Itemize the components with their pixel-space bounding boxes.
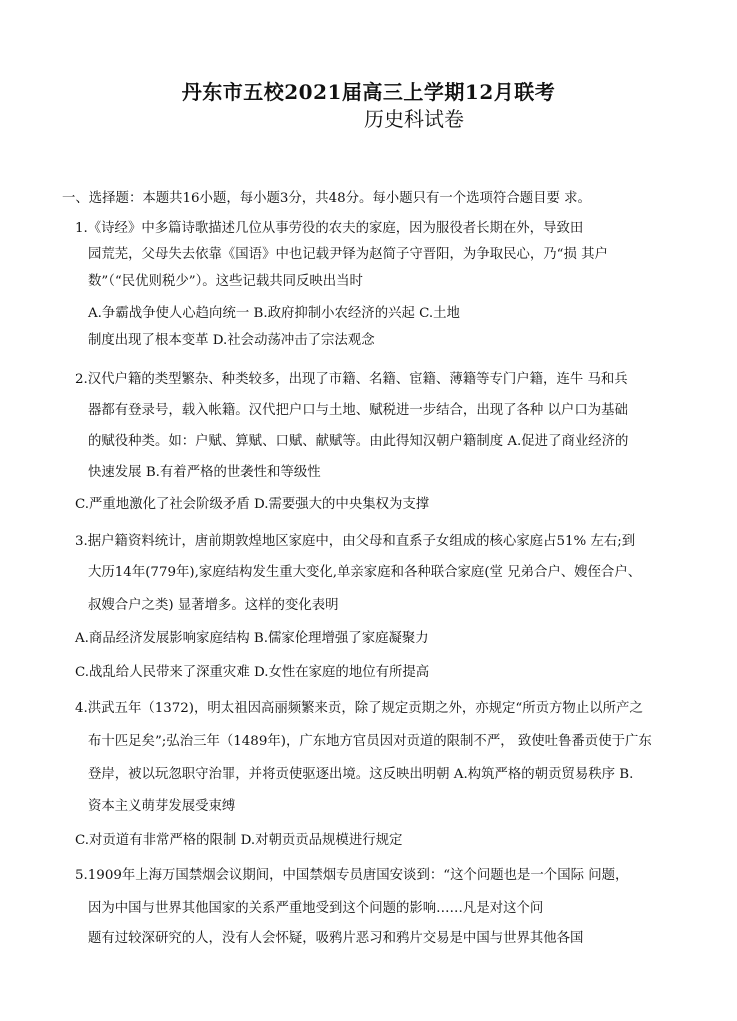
question-2-option-line-2: C.严重地激化了社会阶级矛盾 D.需要强大的中央集权为支撑 [75,497,430,512]
question-4-line-2: 布十匹足矣”;弘治三年（1489年)，广东地方官员因对贡道的限制不严， 致使吐鲁番贡使于广东 [88,734,652,749]
question-4-option-line: C.对贡道有非常严格的限制 D.对朝贡贡品规模进行规定 [75,833,403,848]
question-2-line-3: 的赋役种类。如：户赋、算赋、口赋、献赋等。由此得知汉朝户籍制度 A.促进了商业经济的 [88,434,629,449]
exam-subtitle: 历史科试卷 [364,107,464,131]
question-2-option-line-1: 快速发展 B.有着严格的世袭性和等级性 [88,465,321,480]
question-4-line-4: 资本主义萌芽发展受束缚 [88,799,236,814]
question-3-line-1: 3.据户籍资料统计，唐前期敦煌地区家庭中，由父母和直系子女组成的核心家庭占51% 左右;到 [75,534,636,549]
question-5-line-3: 题有过较深研究的人，没有人会怀疑，吸鸦片恶习和鸦片交易是中国与世界其他各国 [88,931,584,946]
question-3-line-2: 大历14年(779年),家庭结构发生重大变化,单亲家庭和各种联合家庭(堂 兄弟合户、嫂侄合户、 [88,565,642,580]
question-4-line-3: 登岸，被以玩忽职守治罪，并将贡使驱逐出境。这反映出明朝 A.构筑严格的朝贡贸易秩序 B. [88,767,634,782]
question-1-line-1: 1.《诗经》中多篇诗歌描述几位从事劳役的农夫的家庭，因为服役者长期在外，导致田 [75,221,584,236]
question-1-line-2: 园荒芜，父母失去依靠《国语》中也记载尹铎为赵简子守晋阳，为争取民心，乃“损 其户 [88,247,608,262]
question-3-option-line-2: C.战乱给人民带来了深重灾难 D.女性在家庭的地位有所提高 [75,665,430,680]
question-4-line-1: 4.洪武五年（1372)，明太祖因高丽频繁来贡，除了规定贡期之外，亦规定“所贡方物止以所产之 [75,701,643,716]
question-1-option-line-1: A.争霸战争使人心趋向统一 B.政府抑制小农经济的兴起 C.土地 [88,306,460,321]
question-5-line-2: 因为中国与世界其他国家的关系严重地受到这个问题的影响……凡是对这个问 [88,901,544,916]
section-intro: 一、选择题：本题共16小题，每小题3分，共48分。每小题只有一个选项符合题目要 求。 [62,191,591,206]
question-2-line-2: 器都有登录号，载入帐籍。汉代把户口与土地、赋税进一步结合，出现了各种 以户口为基础 [88,403,628,418]
exam-title: 丹东市五校2021届高三上学期12月联考 [181,80,556,104]
question-1-line-3: 数”（“民优则税少”）。这些记载共同反映出当时 [88,274,363,289]
question-1-option-line-2: 制度出现了根本变革 D.社会动荡冲击了宗法观念 [88,333,375,348]
question-3-line-3: 叔嫂合户之类) 显著增多。这样的变化表明 [88,598,339,613]
question-2-line-1: 2.汉代户籍的类型繁杂、种类较多，出现了市籍、名籍、宦籍、薄籍等专门户籍，连牛 马和兵 [75,372,628,387]
question-5-line-1: 5.1909年上海万国禁烟会议期间，中国禁烟专员唐国安谈到：“这个问题也是一个国际 问题， [75,868,629,883]
question-3-option-line-1: A.商品经济发展影响家庭结构 B.儒家伦理增强了家庭凝聚力 [75,631,429,646]
